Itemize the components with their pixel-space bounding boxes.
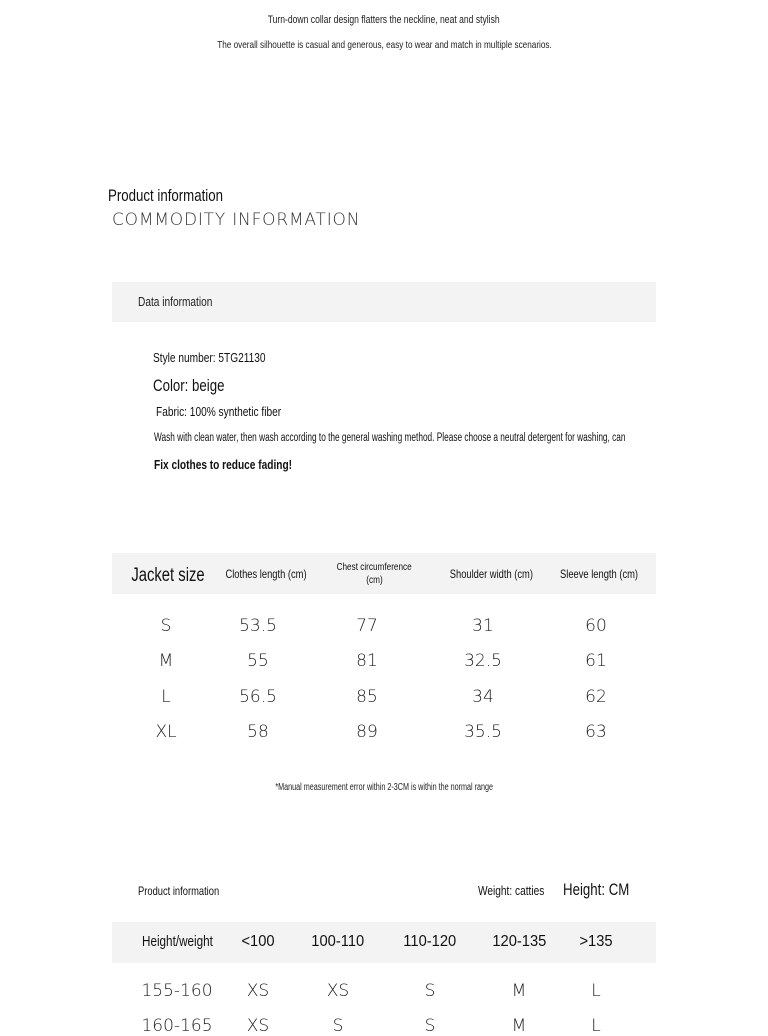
table-cell: 61: [585, 651, 607, 671]
table-cell: 89: [356, 722, 378, 742]
table-cell: 62: [585, 687, 607, 707]
table-cell: 53.5: [239, 616, 277, 636]
height-unit-label: Height: CM: [563, 880, 630, 899]
size-cell: S: [424, 1016, 436, 1036]
wash-instructions: Wash with clean water, then wash according to the general washing method. Please choose a neutral detergent for washing, can: [154, 432, 626, 444]
section-subtitle: COMMODITY INFORMATION: [112, 210, 361, 230]
fix-note: Fix clothes to reduce fading!: [154, 457, 293, 472]
table-cell: 32.5: [464, 651, 502, 671]
size-label: M: [158, 651, 174, 671]
table-cell: 60: [585, 616, 607, 636]
size-label: L: [161, 687, 171, 707]
table-cell: 81: [356, 651, 378, 671]
fabric-value: Fabric: 100% synthetic fiber: [156, 404, 282, 419]
size-cell: L: [591, 1016, 601, 1036]
section-title: Product information: [108, 186, 223, 205]
size-label: S: [160, 616, 172, 636]
intro-line-1: Turn-down collar design flatters the neckline, neat and stylish: [268, 14, 500, 26]
table-cell: 35.5: [464, 722, 502, 742]
size-cell: XS: [246, 1016, 270, 1036]
table-cell: 63: [585, 722, 607, 742]
weight-range-header: <100: [241, 933, 275, 950]
table-cell: 77: [356, 616, 378, 636]
size-cell: S: [424, 981, 436, 1001]
style-number: Style number: 5TG21130: [153, 350, 266, 365]
col-clothes-length: Clothes length (cm): [225, 567, 307, 581]
size-chart-label: Product information: [138, 884, 220, 898]
weight-range-header: 100-110: [311, 933, 365, 950]
size-cell: XS: [246, 981, 270, 1001]
table-cell: 55: [247, 651, 269, 671]
height-range-cell: 160-165: [141, 1016, 213, 1036]
color-value: Color: beige: [153, 376, 225, 395]
size-cell: S: [332, 1016, 344, 1036]
table-cell: 34: [472, 687, 494, 707]
table-cell: 85: [356, 687, 378, 707]
jacket-size-title: Jacket size: [131, 565, 205, 586]
measurement-note: *Manual measurement error within 2-3CM is within the normal range: [275, 782, 493, 793]
intro-line-2: The overall silhouette is casual and generous, easy to wear and match in multiple scenarios.: [216, 39, 552, 51]
size-cell: M: [511, 1016, 527, 1036]
col-sleeve-length: Sleeve length (cm): [559, 567, 639, 581]
size-cell: L: [591, 981, 601, 1001]
height-range-cell: 155-160: [141, 981, 213, 1001]
col-chest-circumference: Chest circumference (cm): [336, 561, 412, 586]
table-cell: 31: [472, 616, 494, 636]
size-cell: XS: [326, 981, 350, 1001]
size-label: XL: [155, 722, 177, 742]
height-weight-header: Height/weight: [141, 933, 213, 950]
col-shoulder-width: Shoulder width (cm): [449, 567, 533, 581]
table-cell: 56.5: [239, 687, 277, 707]
size-cell: M: [511, 981, 527, 1001]
data-info-label: Data information: [138, 294, 213, 309]
weight-range-header: >135: [579, 933, 613, 950]
weight-range-header: 110-120: [403, 933, 457, 950]
weight-unit-label: Weight: catties: [478, 883, 545, 898]
weight-range-header: 120-135: [491, 933, 547, 950]
table-cell: 58: [247, 722, 269, 742]
